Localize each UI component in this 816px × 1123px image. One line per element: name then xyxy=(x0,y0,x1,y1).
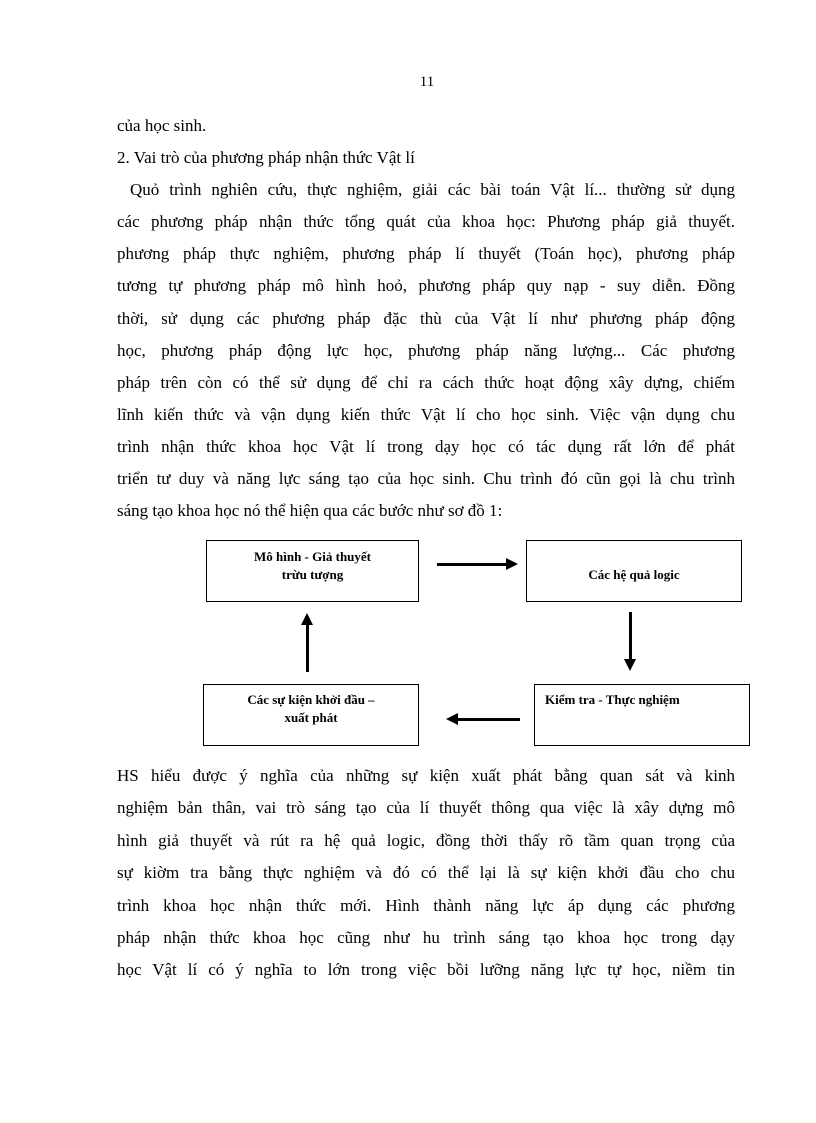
text-line: học Vật lí có ý nghĩa to lớn trong việc bồi lưỡng năng lực tự học, niềm tin xyxy=(117,960,735,979)
text-line: của học sinh. xyxy=(117,116,207,135)
box-experiment xyxy=(534,684,750,746)
text-line: thời, sử dụng các phương pháp đặc thù của Vật lí như phương pháp động xyxy=(117,309,735,328)
text-line: tương tự phương pháp mô hình hoỏ, phương pháp quy nạp - suy diễn. Đồng xyxy=(117,276,735,295)
box-model-line2: trừu tượng xyxy=(281,567,344,582)
text-line: HS hiểu được ý nghĩa của những sự kiện xuất phát bằng quan sát và kinh xyxy=(117,766,735,785)
text-line: pháp trên còn có thể sử dụng để chỉ ra cách thức hoạt động xây dựng, chiếm xyxy=(117,373,735,392)
text-line: các phương pháp nhận thức tổng quát của khoa học: Phương pháp giả thuyết. xyxy=(117,212,735,231)
text-line: học, phương pháp động lực học, phương pháp năng lượng... Các phương xyxy=(117,341,735,360)
box-model-hypothesis xyxy=(206,540,419,602)
text-line: pháp nhận thức khoa học cũng như hu trình sáng tạo khoa học trong dạy xyxy=(117,928,735,947)
text-line: trình nhận thức khoa học Vật lí trong dạy học có tác dụng rất lớn để phát xyxy=(117,437,735,456)
text-line: triển tư duy và năng lực sáng tạo của học sinh. Chu trình đó cũn gọi là chu trình xyxy=(117,469,735,488)
box-logic-consequences xyxy=(526,540,742,602)
box-model-line1: Mô hình - Giả thuyết xyxy=(253,549,371,564)
page-number: 11 xyxy=(419,74,435,90)
box-experiment-label: Kiểm tra - Thực nghiệm xyxy=(545,692,680,707)
box-initial-events xyxy=(203,684,419,746)
text-line: nghiệm bản thân, vai trò sáng tạo của lí thuyết thông qua việc là xây dựng mô xyxy=(117,798,735,817)
text-line: trình khoa học nhận thức mới. Hình thành năng lực áp dụng các phương xyxy=(117,896,735,915)
text-line: hình giả thuyết và rút ra hệ quả logic, đồng thời thấy rõ tầm quan trọng của xyxy=(117,831,735,850)
text-line: sáng tạo khoa học nó thể hiện qua các bước như sơ đồ 1: xyxy=(117,501,503,520)
text-line: phương pháp thực nghiệm, phương pháp lí thuyết (Toán học), phương pháp xyxy=(117,244,735,263)
box-events-line1: Các sự kiện khởi đầu – xyxy=(247,692,375,707)
section-heading: 2. Vai trò của phương pháp nhận thức Vật lí xyxy=(117,148,415,167)
text-line: sự kiờm tra bằng thực nghiệm và đó có thể lại là sự kiện khởi đầu cho chu xyxy=(117,863,735,882)
text-line: Quỏ trình nghiên cứu, thực nghiệm, giải các bài toán Vật lí... thường sử dụng xyxy=(130,180,735,199)
text-line: lĩnh kiến thức và vận dụng kiến thức Vật lí cho học sinh. Việc vận dụng chu xyxy=(117,405,735,424)
box-logic-label: Các hệ quả logic xyxy=(588,567,680,582)
box-events-line2: xuất phát xyxy=(284,710,338,725)
